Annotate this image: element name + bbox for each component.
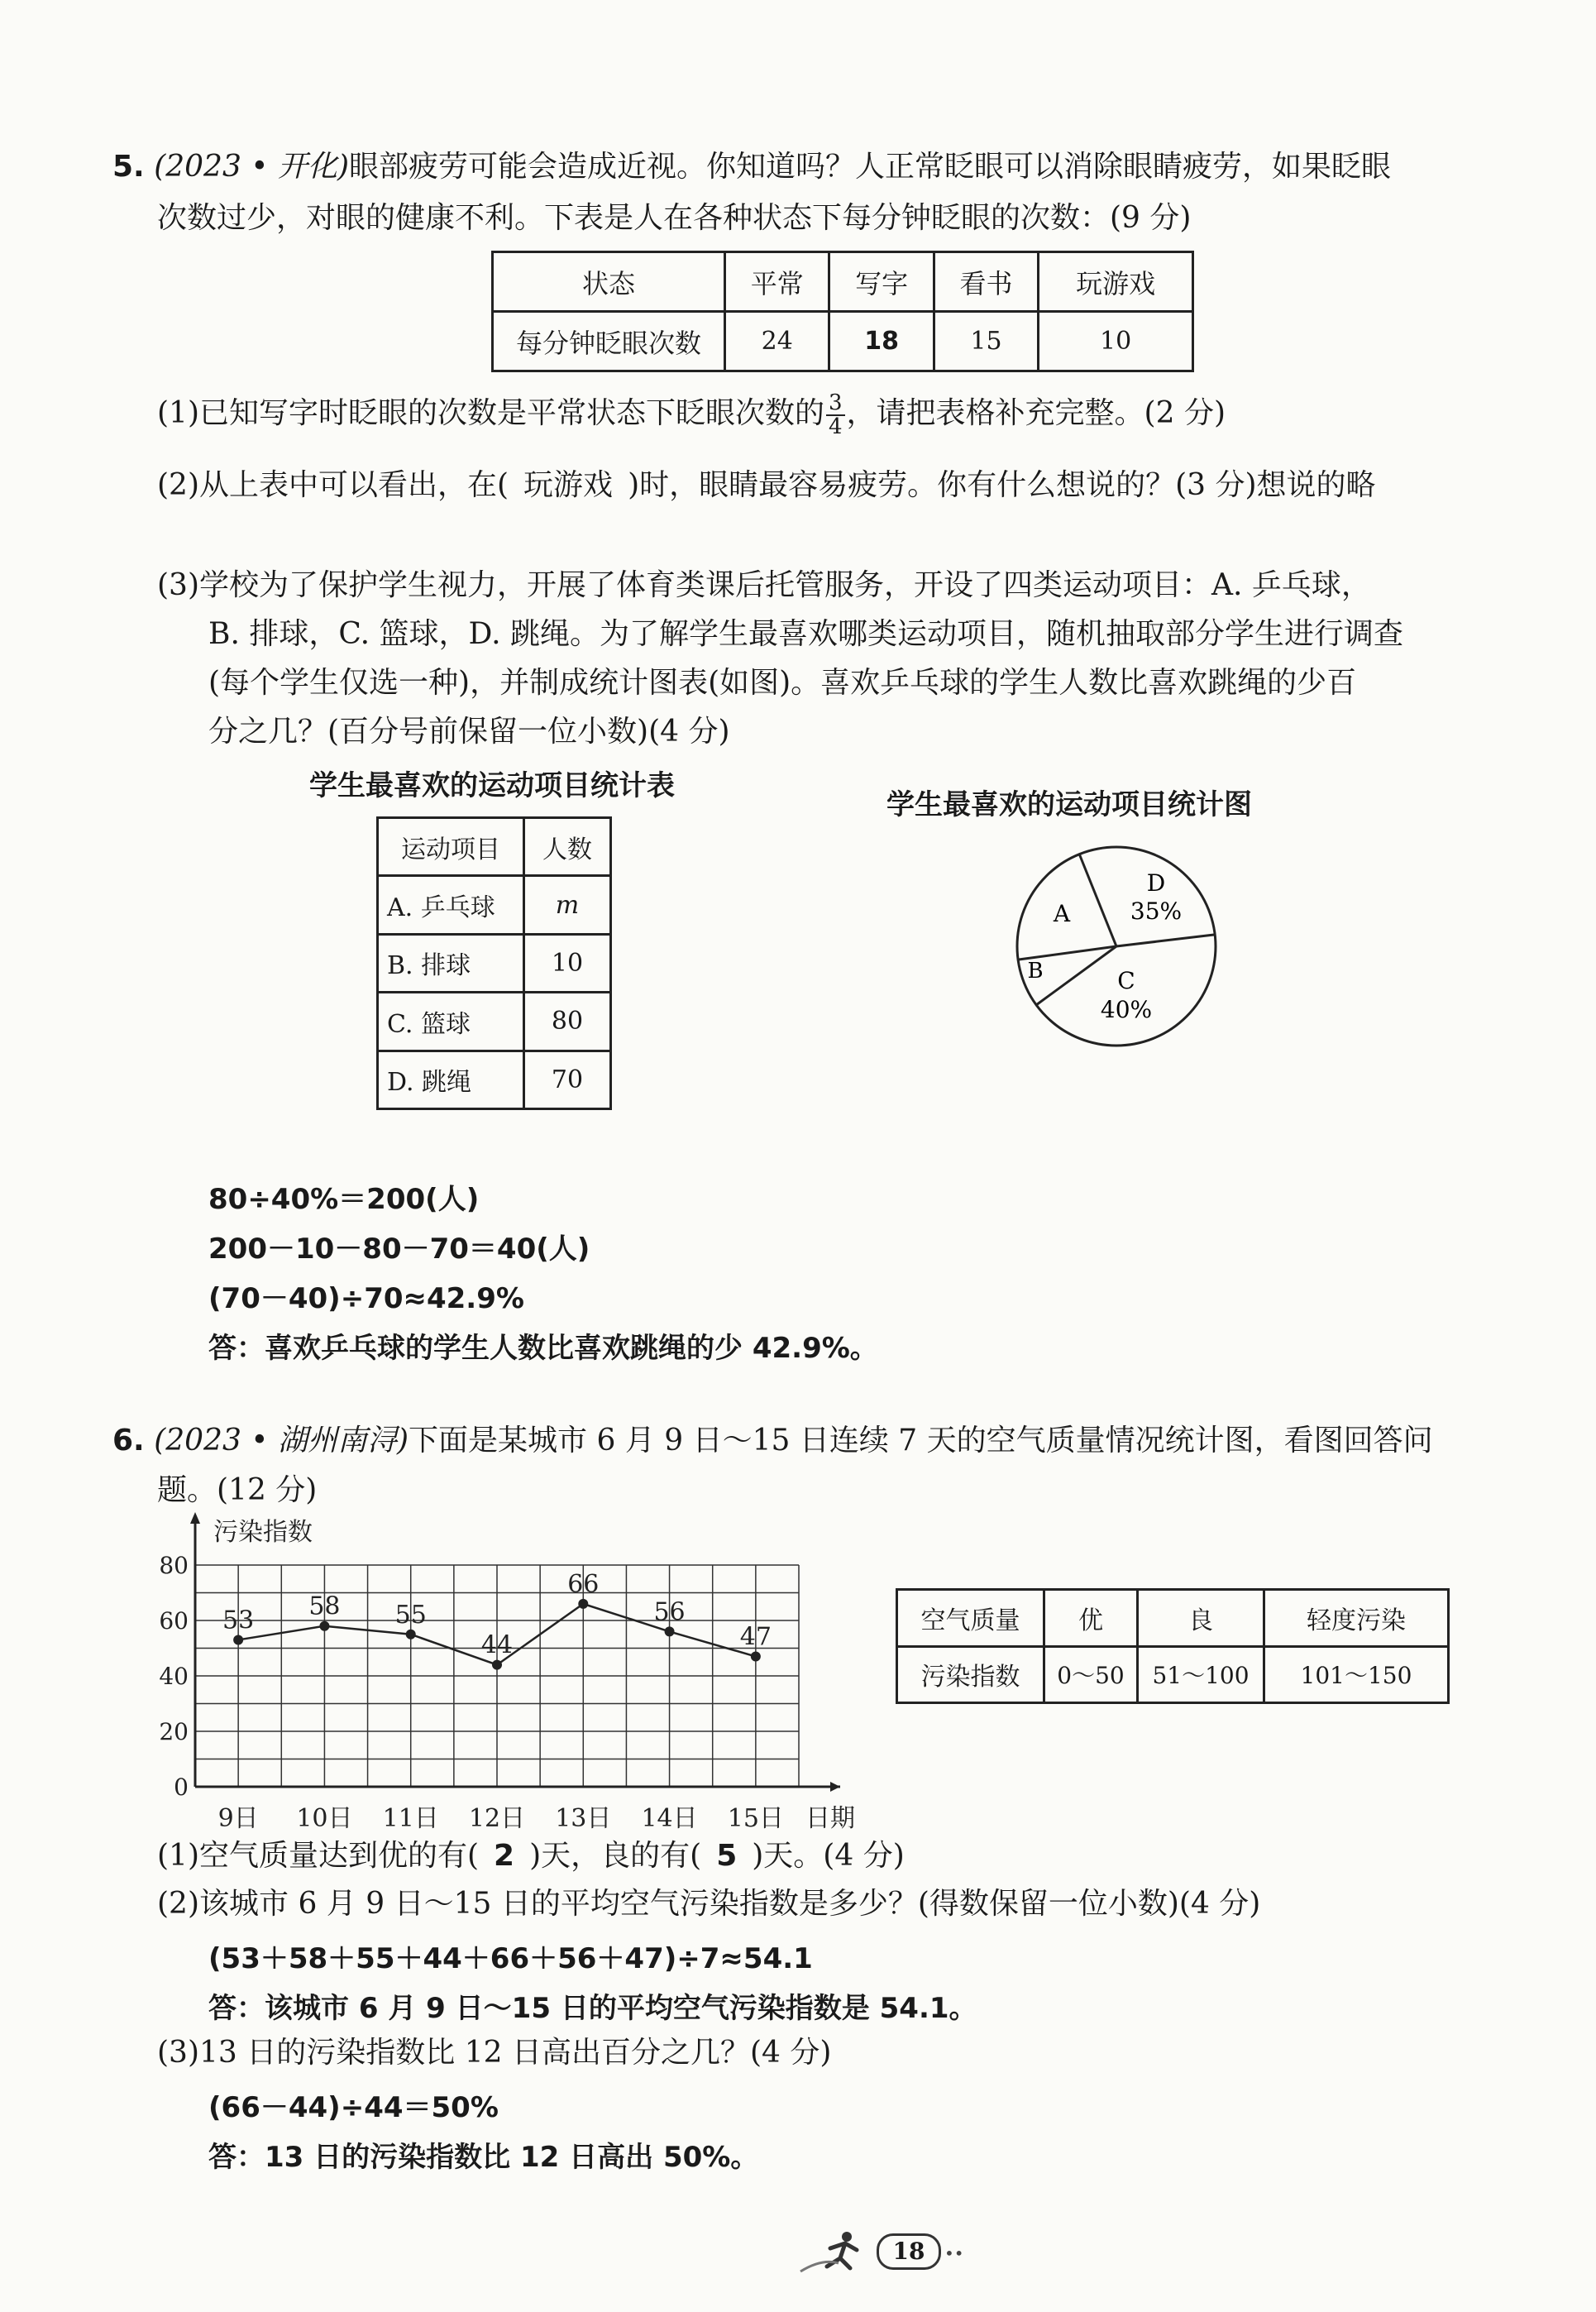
pie-label-d-percent: 35% <box>1130 898 1183 925</box>
sport-cell: A. 乒乓球 <box>378 876 524 934</box>
page-dots-icon: •• <box>944 2243 964 2263</box>
x-tick-label: 10日 <box>296 1804 353 1830</box>
q5-part-3-line-3: (每个学生仅选一种)，并制成统计图表(如图)。喜欢乒乓球的学生人数比喜欢跳绳的少百 <box>208 666 1357 700</box>
quality-value: 51～100 <box>1138 1646 1264 1703</box>
q5-part-2 <box>157 467 1376 503</box>
blink-value: 24 <box>725 312 829 371</box>
data-label: 47 <box>739 1622 772 1652</box>
q6-answer-2-calc: (53＋58＋55＋44＋66＋56＋47)÷7≈54.1 <box>208 1942 813 1975</box>
data-point <box>492 1660 502 1670</box>
x-tick-label: 14日 <box>641 1804 698 1830</box>
q5-part-1 <box>157 387 1226 440</box>
q5-part-2-answer: 玩游戏 <box>523 468 614 502</box>
sport-table <box>376 816 612 1110</box>
quality-header: 轻度污染 <box>1264 1590 1449 1647</box>
data-point <box>319 1621 329 1631</box>
q6-answer-3-calc: (66－44)÷44＝50% <box>208 2091 499 2124</box>
q6-part-1-text: (1)空气质量达到优的有( <box>157 1839 480 1873</box>
x-tick-label: 13日 <box>555 1804 612 1830</box>
quality-header: 优 <box>1044 1590 1138 1647</box>
blink-header: 状态 <box>493 252 725 312</box>
y-tick-label: 0 <box>174 1773 189 1801</box>
data-point <box>233 1635 243 1644</box>
data-point <box>406 1630 416 1639</box>
y-tick-label: 40 <box>159 1663 189 1690</box>
quality-header: 良 <box>1138 1590 1264 1647</box>
q6-source: (2023 • 湖州南浔) <box>154 1424 409 1458</box>
data-label: 44 <box>480 1630 514 1660</box>
y-axis-label: 污染指数 <box>213 1518 313 1547</box>
x-axis-arrow-icon <box>830 1782 840 1792</box>
quality-row-label: 污染指数 <box>897 1646 1044 1703</box>
sport-cell: B. 排球 <box>378 934 524 992</box>
fraction-denominator: 4 <box>829 414 843 439</box>
q5-source: (2023 • 开化) <box>154 150 350 184</box>
data-point <box>751 1652 761 1662</box>
sport-header: 运动项目 <box>378 818 524 876</box>
q5-part-1-text-end: ，请把表格补充完整。(2 分) <box>846 396 1226 430</box>
pie-divider-ad <box>1079 854 1116 946</box>
q5-part-1-text: (1)已知写字时眨眼的次数是平常状态下眨眼次数的 <box>157 396 824 430</box>
fraction-numerator: 3 <box>826 392 845 416</box>
q6-stem-1: 下面是某城市 6 月 9 日～15 日连续 7 天的空气质量情况统计图，看图回答问 <box>409 1424 1433 1458</box>
blink-header: 玩游戏 <box>1039 252 1193 312</box>
blink-value: 15 <box>934 312 1038 371</box>
sport-cell: 70 <box>524 1051 611 1108</box>
data-label: 58 <box>308 1592 341 1621</box>
y-axis-arrow-icon <box>190 1512 200 1524</box>
y-tick-label: 80 <box>159 1552 189 1579</box>
blink-table <box>491 251 1194 372</box>
quality-header: 空气质量 <box>897 1590 1044 1647</box>
q6-answer-3-text: 答：13 日的污染指数比 12 日高出 50%。 <box>208 2141 759 2174</box>
q5-stem-1: 眼部疲劳可能会造成近视。你知道吗？人正常眨眼可以消除眼睛疲劳，如果眨眼 <box>349 150 1392 184</box>
data-label: 66 <box>567 1569 600 1599</box>
page-number-badge <box>877 2233 941 2270</box>
sport-table-title: 学生最喜欢的运动项目统计表 <box>309 769 675 802</box>
q6-answer-2-text: 答：该城市 6 月 9 日～15 日的平均空气污染指数是 54.1。 <box>208 1992 977 2025</box>
q6-part-1-answer-1: 2 <box>494 1839 515 1873</box>
pie-chart-title: 学生最喜欢的运动项目统计图 <box>886 788 1252 821</box>
y-tick-label: 20 <box>159 1718 189 1745</box>
sport-cell: C. 篮球 <box>378 993 524 1051</box>
quality-value: 101～150 <box>1264 1646 1449 1703</box>
page-number: 18 <box>892 2238 925 2265</box>
blink-row-label: 每分钟眨眼次数 <box>493 312 725 371</box>
data-label: 56 <box>653 1597 686 1627</box>
q5-answer-2: 200－10－80－70＝40(人) <box>208 1233 590 1266</box>
line-chart <box>141 1507 885 1830</box>
data-label: 55 <box>394 1600 427 1630</box>
q6-part-3: (3)13 日的污染指数比 12 日高出百分之几？(4 分) <box>157 2036 832 2070</box>
x-axis-label: 日期 <box>805 1804 855 1830</box>
blink-header: 写字 <box>829 252 934 312</box>
fraction <box>826 392 845 439</box>
q6-part-1 <box>157 1838 905 1874</box>
pie-label-c: C <box>1117 967 1135 994</box>
q5-stem-2: 次数过少，对眼的健康不利。下表是人在各种状态下每分钟眨眼的次数：(9 分) <box>157 201 1192 235</box>
q5-part-2-text: (2)从上表中可以看出，在( <box>157 468 509 502</box>
pie-label-b: B <box>1027 959 1044 984</box>
q5-part-3-line-4: 分之几？(百分号前保留一位小数)(4 分) <box>208 715 730 749</box>
data-point <box>578 1599 588 1609</box>
pie-chart <box>1001 835 1232 1059</box>
air-quality-table <box>896 1588 1450 1704</box>
sport-cell: 80 <box>524 993 611 1051</box>
x-tick-label: 15日 <box>727 1804 784 1830</box>
pie-divider-dc <box>1116 935 1214 946</box>
x-tick-label: 11日 <box>382 1804 439 1830</box>
quality-value: 0～50 <box>1044 1646 1138 1703</box>
q5-answer-1: 80÷40%＝200(人) <box>208 1183 480 1216</box>
blink-header: 平常 <box>725 252 829 312</box>
sport-cell: D. 跳绳 <box>378 1051 524 1108</box>
sport-cell: 10 <box>524 934 611 992</box>
blink-value-filled: 18 <box>829 312 934 371</box>
pie-label-d: D <box>1146 869 1166 897</box>
sport-cell: m <box>524 876 611 934</box>
pie-label-c-percent: 40% <box>1100 996 1153 1023</box>
data-label: 53 <box>222 1606 255 1635</box>
sport-header: 人数 <box>524 818 611 876</box>
q5-answer-4: 答：喜欢乒乓球的学生人数比喜欢跳绳的少 42.9%。 <box>208 1332 878 1365</box>
q5-number: 5. <box>112 150 145 184</box>
q6-part-2: (2)该城市 6 月 9 日～15 日的平均空气污染指数是多少？(得数保留一位小数)(4 分) <box>157 1887 1261 1921</box>
q5-part-3-line-2: B. 排球，C. 篮球，D. 跳绳。为了解学生最喜欢哪类运动项目，随机抽取部分学生进行调查 <box>208 617 1403 651</box>
q5-part-3-line-1: (3)学校为了保护学生视力，开展了体育类课后托管服务，开设了四类运动项目：A. 乒乓球， <box>157 568 1371 602</box>
q6-stem-2: 题。(12 分) <box>157 1473 318 1507</box>
data-point <box>665 1626 675 1636</box>
x-tick-label: 9日 <box>217 1804 259 1830</box>
q6-part-1-text-mid: )天，良的有( <box>529 1839 702 1873</box>
blink-header: 看书 <box>934 252 1038 312</box>
q6-part-1-answer-2: 5 <box>716 1839 738 1873</box>
pie-label-a: A <box>1053 900 1071 927</box>
q5-part-2-text-end: )时，眼睛最容易疲劳。你有什么想说的？(3 分)想说的略 <box>628 468 1376 502</box>
runner-logo-icon <box>797 2225 880 2275</box>
q6-number: 6. <box>112 1424 145 1458</box>
q6-line-1 <box>112 1423 1433 1458</box>
blink-value: 10 <box>1039 312 1193 371</box>
y-tick-label: 60 <box>159 1607 189 1635</box>
x-tick-label: 12日 <box>468 1804 526 1830</box>
q5-line-1 <box>112 149 1391 184</box>
q6-part-1-text-end: )天。(4 分) <box>752 1839 905 1873</box>
q5-answer-3: (70－40)÷70≈42.9% <box>208 1282 524 1315</box>
